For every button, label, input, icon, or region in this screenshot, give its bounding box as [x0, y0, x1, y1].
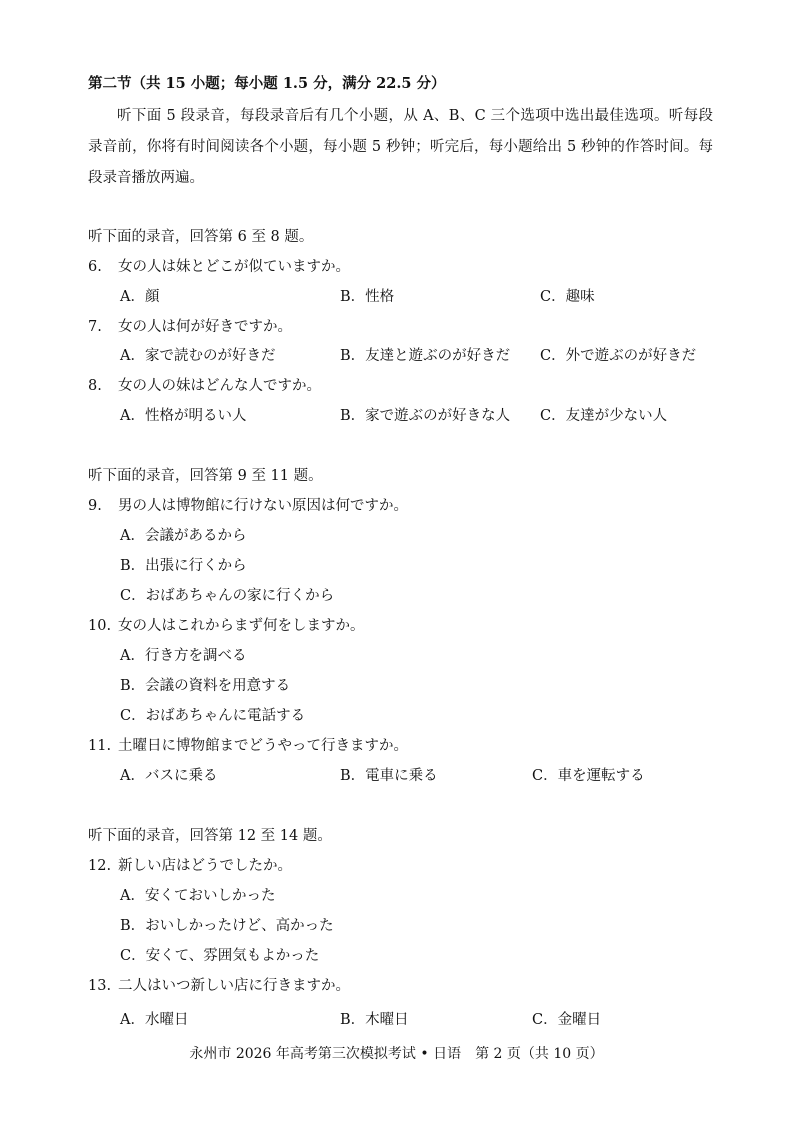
option-b: B．会議の資料を用意する	[120, 678, 291, 694]
question-text: 土曜日に博物館までどうやって行きますか。	[118, 738, 408, 754]
question-number: 9.	[88, 498, 102, 514]
question-text: 女の人は何が好きですか。	[118, 319, 292, 335]
option-a: A．行き方を調べる	[120, 648, 247, 664]
question-text: 女の人はこれからまず何をしますか。	[118, 618, 365, 634]
question-9	[88, 496, 408, 516]
option-b: B．性格	[340, 289, 395, 305]
section-instructions: 听下面 5 段录音，每段录音后有几个小题，从 A、B、C 三个选项中选出最佳选项。听每段录音前，你将有时间阅读各个小题，每小题 5 秒钟；听完后，每小题给出 5 秒钟的作答时间。每段录音播放两遍。	[88, 108, 713, 186]
option-c: C．外で遊ぶのが好きだ	[540, 348, 697, 364]
option-a: A．顔	[120, 289, 160, 305]
question-text: 新しい店はどうでしたか。	[118, 858, 292, 874]
option-c: C．おばあちゃんの家に行くから	[120, 588, 335, 604]
option-b: B．木曜日	[340, 1012, 409, 1028]
question-7	[88, 317, 292, 337]
option-b: B．友達と遊ぶのが好きだ	[340, 348, 511, 364]
question-number: 13.	[88, 978, 112, 994]
question-number: 8.	[88, 378, 102, 394]
question-8	[88, 376, 321, 396]
section-title: 第二节（共 15 小题；每小题 1.5 分，满分 22.5 分）	[88, 75, 446, 92]
question-text: 女の人の妹はどんな人ですか。	[118, 378, 321, 394]
option-c: C．友達が少ない人	[540, 408, 668, 424]
group-heading: 听下面的录音，回答第 9 至 11 题。	[88, 468, 323, 484]
question-10	[88, 616, 365, 636]
question-text: 二人はいつ新しい店に行きますか。	[118, 978, 350, 994]
option-b: B．家で遊ぶのが好きな人	[340, 408, 511, 424]
question-text: 女の人は妹とどこが似ていますか。	[118, 259, 350, 275]
group-heading: 听下面的录音，回答第 6 至 8 题。	[88, 229, 314, 245]
option-a: A．水曜日	[120, 1012, 189, 1028]
group-heading: 听下面的录音，回答第 12 至 14 题。	[88, 828, 332, 844]
option-b: B．おいしかったけど、高かった	[120, 918, 334, 934]
option-a: A．会議があるから	[120, 528, 247, 544]
option-a: A．家で読むのが好きだ	[120, 348, 276, 364]
option-b: B．出張に行くから	[120, 558, 247, 574]
question-number: 6.	[88, 259, 102, 275]
question-number: 11.	[88, 738, 112, 754]
page-footer: 永州市 2026 年高考第三次模拟考试 • 日语 第 2 页（共 10 页）	[189, 1046, 604, 1062]
question-text: 男の人は博物館に行けない原因は何ですか。	[118, 498, 408, 514]
option-c: C．金曜日	[532, 1012, 602, 1028]
option-c: C．趣味	[540, 289, 595, 305]
question-number: 10.	[88, 618, 112, 634]
question-12	[88, 856, 292, 876]
question-11	[88, 736, 408, 756]
question-number: 7.	[88, 319, 102, 335]
question-6	[88, 257, 350, 277]
option-a: A．バスに乗る	[120, 768, 218, 784]
option-a: A．性格が明るい人	[120, 408, 247, 424]
option-c: C．車を運転する	[532, 768, 645, 784]
option-c: C．おばあちゃんに電話する	[120, 708, 306, 724]
question-number: 12.	[88, 858, 112, 874]
option-c: C．安くて、雰囲気もよかった	[120, 948, 320, 964]
question-13	[88, 976, 350, 996]
option-b: B．電車に乗る	[340, 768, 438, 784]
option-a: A．安くておいしかった	[120, 888, 276, 904]
